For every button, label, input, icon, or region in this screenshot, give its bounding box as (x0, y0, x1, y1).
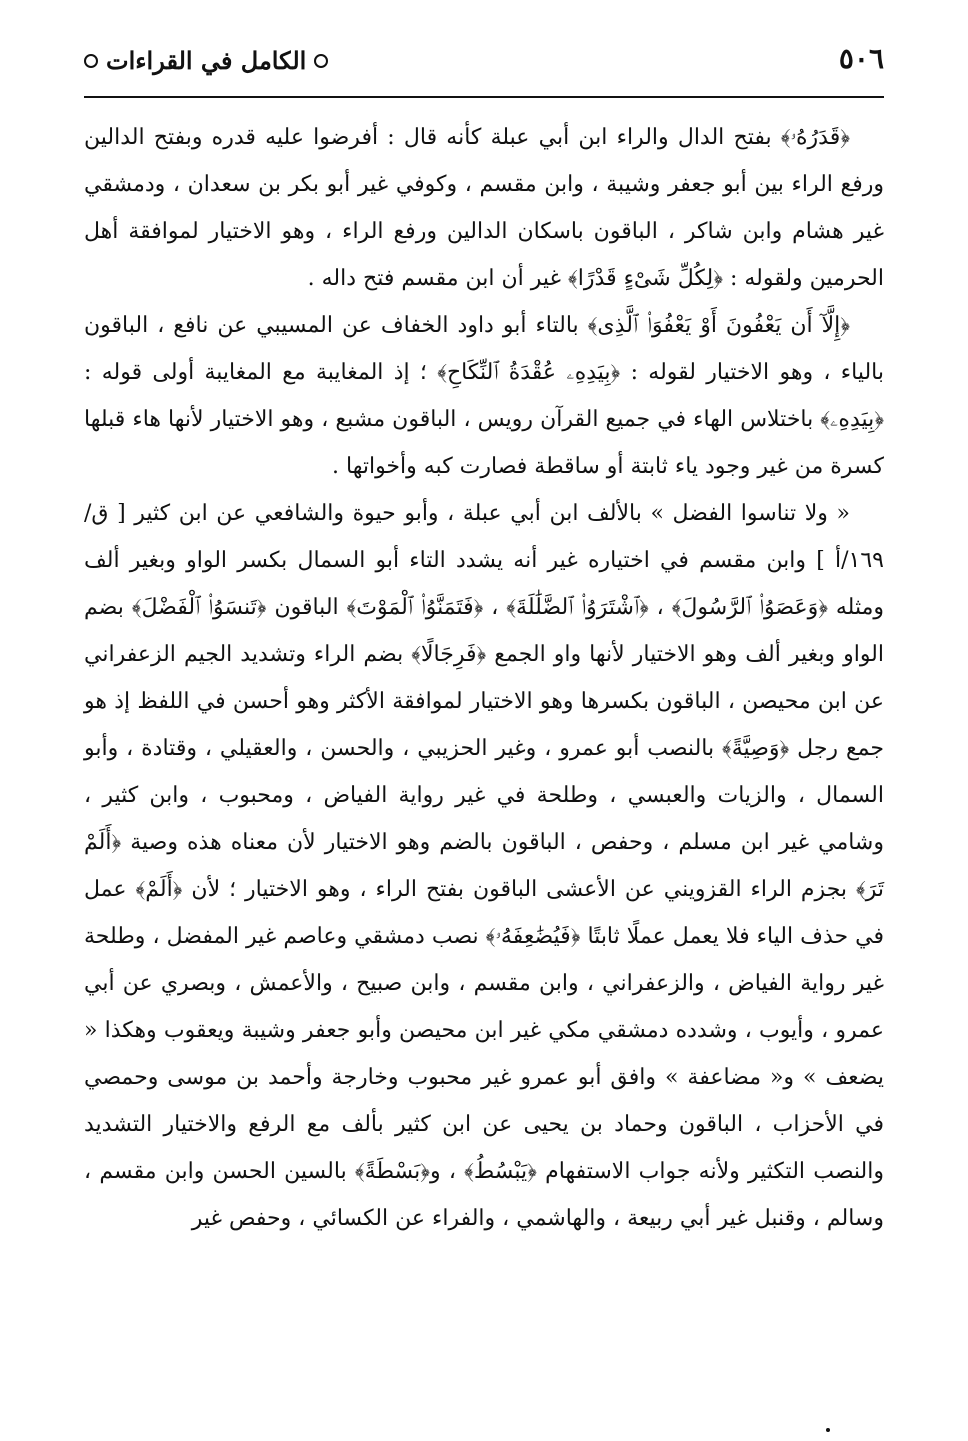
circle-ornament-left-icon (84, 54, 98, 68)
running-title-text: الكامل في القراءات (106, 46, 307, 75)
circle-ornament-right-icon (314, 54, 328, 68)
paragraph-1: ﴿قَدَرُهُۥ﴾ بفتح الدال والراء ابن أبي عبلة كأنه قال : أفرضوا عليه قدره وبفتح الدالين ورفع الراء بين أبو جعفر وشيبة ، وابن مقسم ، وكوفي غير أبو بكر بن سعدان ، ودمشقي غير هشام وابن شاكر ، الباقون باسكان الدالين ورفع الراء ، وهو الاختيار لموافقة أهل الحرمين ولقوله : ﴿لِكُلِّ شَىْءٍ قَدْرًا﴾ غير أن ابن مقسم فتح داله . (84, 125, 884, 291)
paragraph-3: « ولا تناسوا الفضل » بالألف ابن أبي عبلة ، وأبو حيوة والشافعي عن ابن كثير [ ق/ ١٦٩/أ ] وابن مقسم في اختياره غير أنه يشدد التاء أبو السمال بكسر الواو وبغير ألف ومثله ﴿وَعَصَوُا۟ ٱلرَّسُولَ﴾ ، ﴿ٱشْتَرَوُا۟ ٱلضَّلَٰلَةَ﴾ ، ﴿فَتَمَنَّوُا۟ ٱلْمَوْتَ﴾ الباقون ﴿تَنسَوُا۟ ٱلْفَضْلَ﴾ بضم الواو وبغير ألف وهو الاختيار لأنها واو الجمع ﴿فَرِجَالًا﴾ بضم الراء وتشديد الجيم الزعفراني عن ابن محيصن ، الباقون بكسرها وهو الاختيار لموافقة الأكثر وهو أحسن في اللفظ إذ هو جمع رجل ﴿وَصِيَّةً﴾ بالنصب أبو عمرو ، وغير الحزيبي ، والحسن ، والعقيلي ، وقتادة ، وأبو السمال ، والزيات والعبسي ، وطلحة في غير رواية الفياض ، ومحبوب ، وابن كثير ، وشامي غير ابن مسلم ، وحفص ، الباقون بالضم وهو الاختيار لأن معناه هذه وصية ﴿أَلَمْ تَرَ﴾ بجزم الراء القزويني عن الأعشى الباقون بفتح الراء ، وهو الاختيار ؛ لأن ﴿أَلَمْ﴾ عمل في حذف الياء فلا يعمل عملًا ثابتًا ﴿فَيُضَٰعِفَهُۥ﴾ نصب دمشقي وعاصم غير المفضل ، وطلحة غير رواية الفياض ، والزعفراني ، وابن مقسم ، وابن صبيح ، والأعمش ، وبصري عن أبي عمرو ، وأيوب ، وشدده دمشقي مكي غير ابن محيصن وأبو جعفر وشيبة ويعقوب وهكذا « يضعف » و« مضاعفة » وافق أبو عمرو غير محبوب وخارجة وأحمد بن موسى وحمصي في الأحزاب ، الباقون وحماد بن يحيى عن ابن كثير بألف مع الرفع والاختيار التشديد والنصب التكثير ولأنه جواب الاستفهام ﴿يَبْسُطُ﴾ ، و﴿بَسْطَةً﴾ بالسين الحسن وابن مقسم ، وسالم ، وقنبل غير أبي ربيعة ، والهاشمي ، والفراء عن الكسائي ، وحفص غير (84, 501, 884, 1231)
running-title (84, 46, 328, 75)
footer-dot (826, 1428, 830, 1432)
page-number: ٥٠٦ (838, 42, 884, 75)
page-header (84, 40, 884, 98)
paragraph-2: ﴿إِلَّآ أَن يَعْفُونَ أَوْ يَعْفُوَا۟ ٱلَّذِى﴾ بالتاء أبو داود الخفاف عن المسيبي عن نافع ، الباقون بالياء ، وهو الاختيار لقوله : ﴿بِيَدِهِۦ عُقْدَةُ ٱلنِّكَاحِ﴾ ؛ إذ المغايبة مع المغايبة أولى قوله : ﴿بِيَدِهِۦ﴾ باختلاس الهاء في جميع القرآن رويس ، الباقون مشبع ، وهو الاختيار لأنها هاء قبلها كسرة من غير وجود ياء ثابتة أو ساقطة فصارت كبه وأخواتها . (84, 313, 884, 479)
page-body (84, 114, 884, 1242)
